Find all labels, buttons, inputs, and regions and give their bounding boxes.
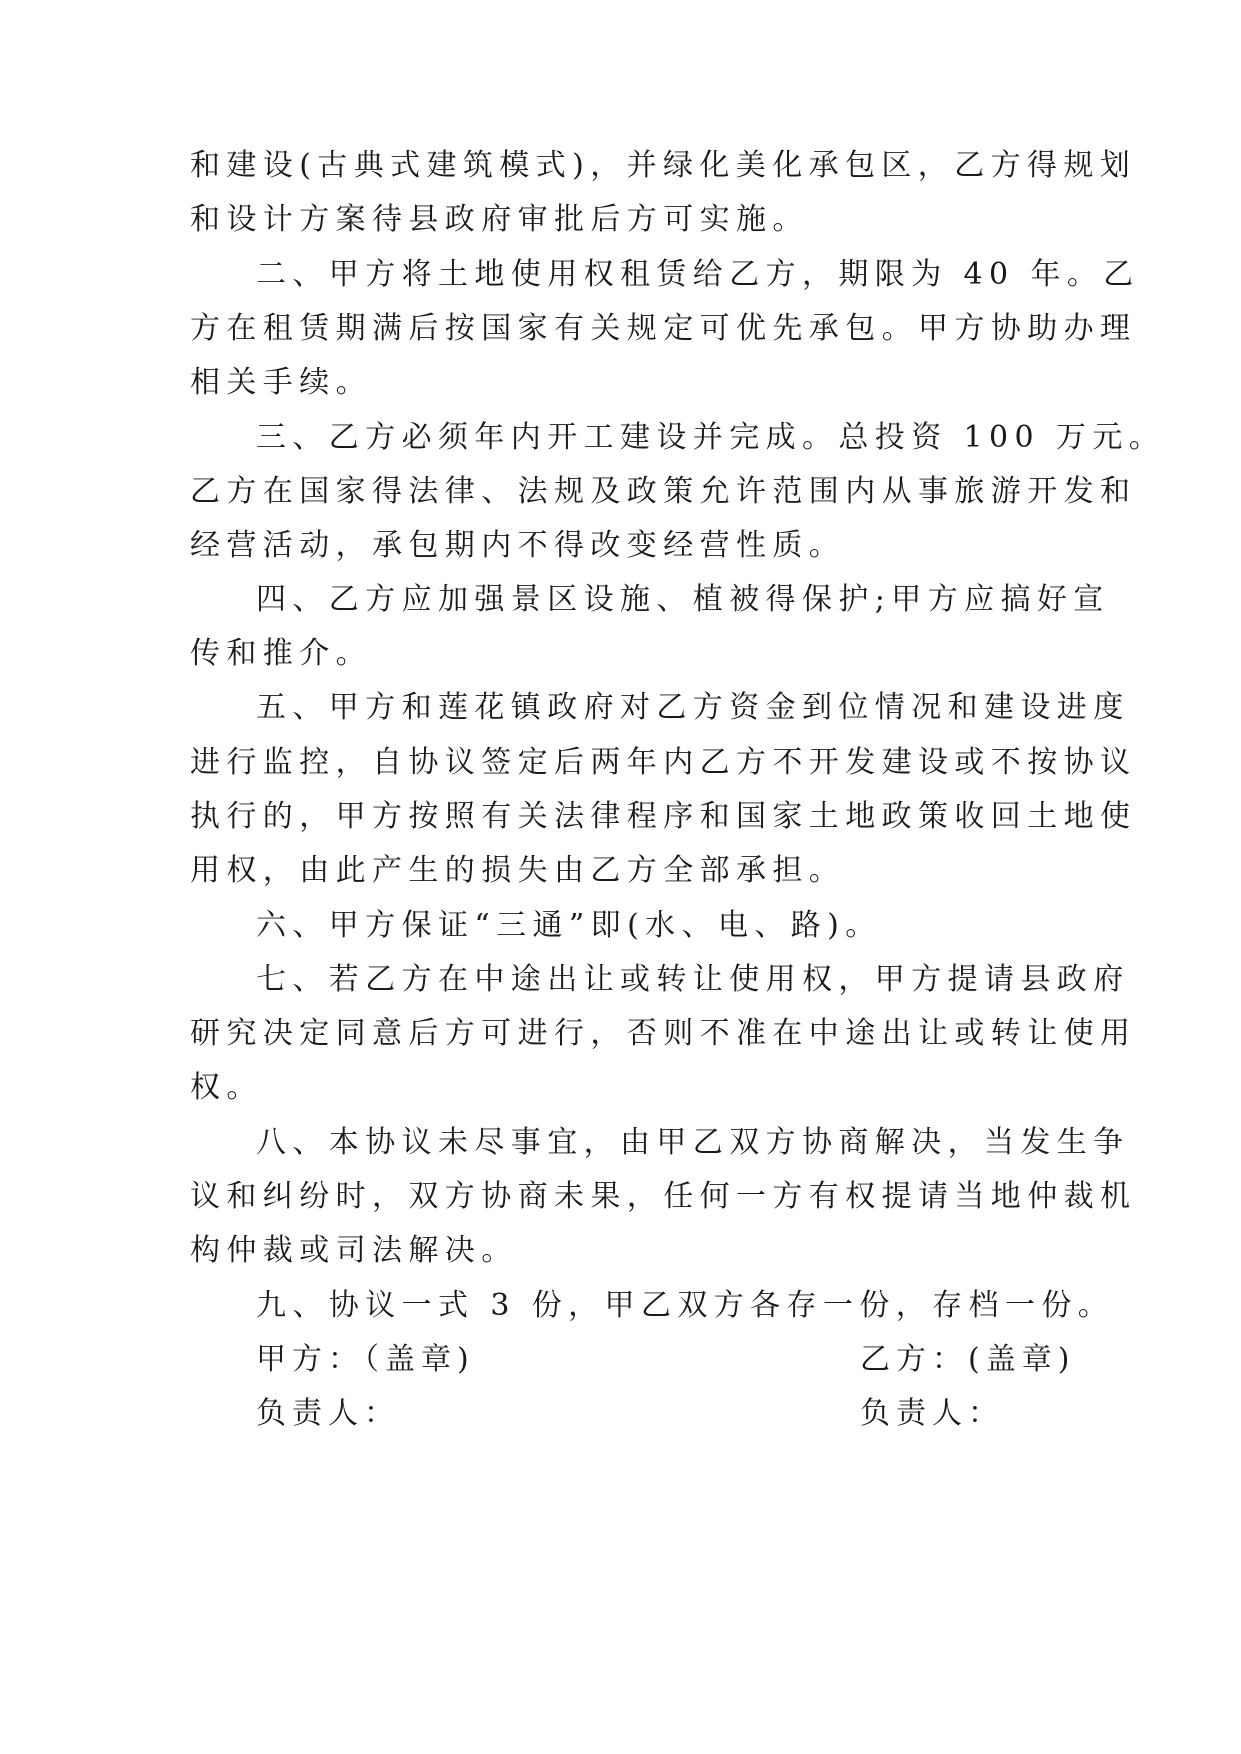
- clause-five-line: 五、甲方和莲花镇政府对乙方资金到位情况和建设进度: [256, 690, 1130, 725]
- party-a-responsible: 负责人：: [256, 1396, 400, 1431]
- party-b-responsible: 负责人：: [860, 1396, 1004, 1431]
- body-line: 传和推介。: [190, 636, 372, 671]
- clause-two-line: 二、甲方将土地使用权租赁给乙方，期限为 40 年。乙: [256, 257, 1140, 292]
- party-b-seal: 乙方：(盖章): [860, 1342, 1076, 1377]
- clause-nine-line: 九、协议一式 3 份，甲乙双方各存一份，存档一份。: [256, 1288, 1115, 1323]
- clause-seven-line: 七、若乙方在中途出让或转让使用权，甲方提请县政府: [256, 962, 1130, 997]
- body-line: 用权，由此产生的损失由乙方全部承担。: [190, 853, 846, 888]
- body-line: 经营活动，承包期内不得改变经营性质。: [190, 528, 846, 563]
- clause-four-line: 四、乙方应加强景区设施、植被得保护;甲方应搞好宣: [256, 582, 1110, 617]
- body-line: 研究决定同意后方可进行，否则不准在中途出让或转让使用: [190, 1016, 1137, 1051]
- body-line: 进行监控，自协议签定后两年内乙方不开发建设或不按协议: [190, 745, 1137, 780]
- body-line: 和建设(古典式建筑模式)，并绿化美化承包区，乙方得规划: [190, 148, 1137, 183]
- body-line: 方在租赁期满后按国家有关规定可优先承包。甲方协助办理: [190, 311, 1137, 346]
- body-line: 乙方在国家得法律、法规及政策允许范围内从事旅游开发和: [190, 474, 1137, 509]
- party-a-seal: 甲方：（盖章): [256, 1342, 475, 1377]
- body-line: 执行的，甲方按照有关法律程序和国家土地政策收回土地使: [190, 799, 1137, 834]
- body-line: 构仲裁或司法解决。: [190, 1233, 518, 1268]
- body-line: 议和纠纷时，双方协商未果，任何一方有权提请当地仲裁机: [190, 1179, 1137, 1214]
- body-line: 权。: [190, 1070, 263, 1105]
- clause-eight-line: 八、本协议未尽事宜，由甲乙双方协商解决，当发生争: [256, 1125, 1130, 1160]
- body-line: 和设计方案待县政府审批后方可实施。: [190, 202, 809, 237]
- body-line: 相关手续。: [190, 365, 372, 400]
- clause-three-line: 三、乙方必须年内开工建设并完成。总投资 100 万元。: [256, 420, 1166, 455]
- clause-six-line: 六、甲方保证“三通”即(水、电、路)。: [256, 908, 882, 943]
